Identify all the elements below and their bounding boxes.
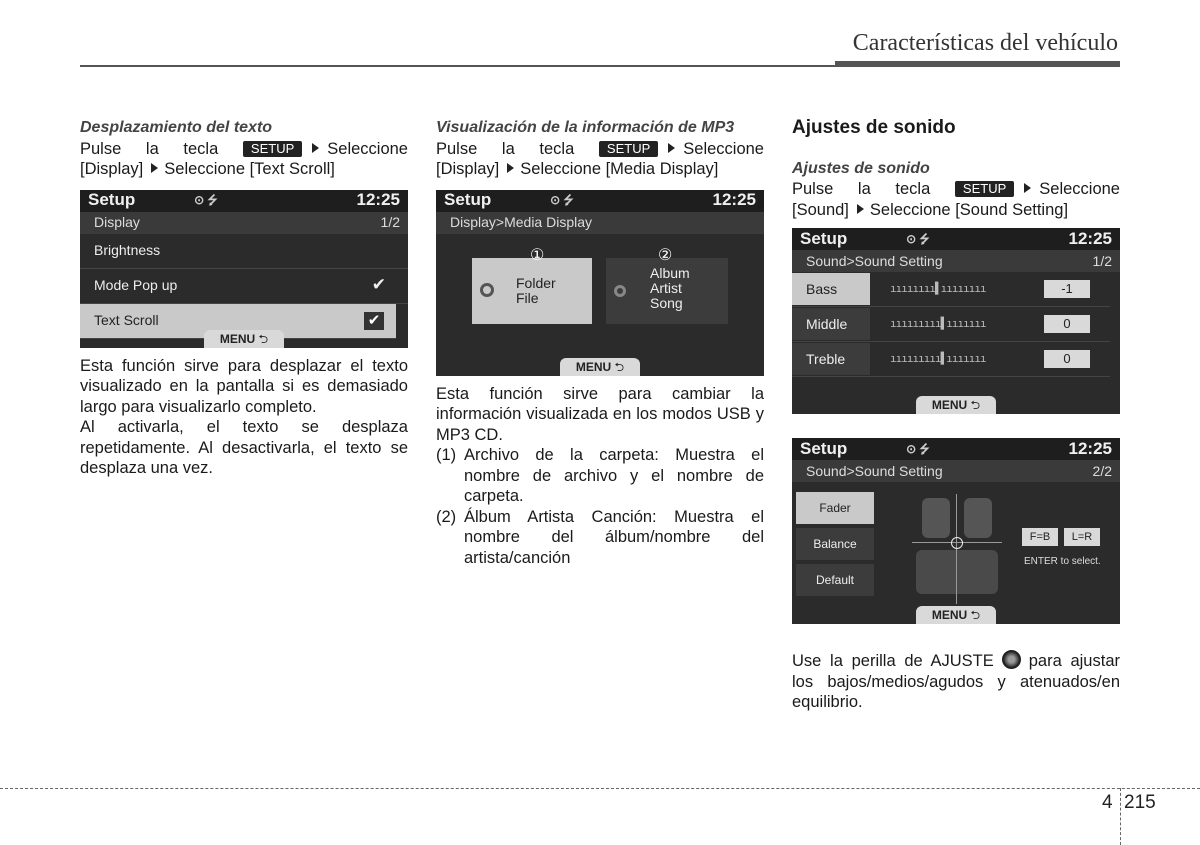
- screen-title: Setup: [88, 190, 136, 210]
- subheading: Ajustes de sonido: [792, 159, 930, 177]
- menu-item-mode-pop-up[interactable]: [80, 269, 408, 304]
- list-item: [436, 445, 764, 507]
- status-icons: ⊙ ⭍: [194, 193, 218, 208]
- instruction-text: Pulse la tecla: [80, 139, 219, 158]
- option-label: Folder: [516, 274, 556, 291]
- arrow-icon: [1024, 183, 1031, 193]
- fader-value: F=B: [1022, 528, 1058, 546]
- paragraph-text: para ajustar los bajos/medios/agudos y atenuados/en equilibrio.: [792, 652, 1120, 711]
- eq-row-treble[interactable]: [792, 342, 1110, 377]
- menu-item-label: Brightness: [94, 242, 161, 259]
- paragraph: [792, 650, 1120, 713]
- breadcrumb: Sound>Sound Setting: [806, 462, 943, 479]
- screen-breadcrumb: [792, 250, 1120, 272]
- arrow-icon: [668, 143, 675, 153]
- list-number: (1): [436, 446, 457, 464]
- subheading: Desplazamiento del texto: [80, 119, 273, 136]
- instruction-text: Pulse la tecla: [436, 139, 575, 158]
- header-rule-thick: [835, 61, 1120, 67]
- level-slider[interactable]: ııııııııı▌ııııııı: [890, 316, 986, 330]
- return-icon: ⮌: [967, 608, 981, 622]
- level-slider[interactable]: ııııııııı▌ııııııı: [890, 351, 986, 365]
- menu-label: MENU: [931, 398, 968, 412]
- balance-button[interactable]: Balance: [796, 528, 874, 560]
- footer-dashed-line: [0, 788, 1200, 789]
- instruction: [792, 179, 1120, 200]
- menu-button[interactable]: [560, 358, 640, 376]
- instruction-text: Seleccione: [683, 139, 764, 158]
- eq-row-middle[interactable]: [792, 307, 1110, 342]
- default-button[interactable]: Default: [796, 564, 874, 596]
- eq-value: -1: [1044, 280, 1090, 298]
- menu-button[interactable]: [204, 330, 284, 348]
- subheading: Visualización de la información de MP3: [436, 119, 735, 136]
- header-rule: [80, 65, 835, 67]
- callout-number: ①: [530, 246, 545, 264]
- page-indicator: 1/2: [1092, 252, 1112, 269]
- menu-button[interactable]: [916, 606, 996, 624]
- eq-rows: [792, 272, 1120, 377]
- check-icon: ✔: [371, 275, 386, 295]
- option-label: File: [516, 289, 539, 306]
- list-text: Álbum Artista Canción: Muestra el nombre del álbum/nombre del artista/canción: [464, 507, 764, 567]
- screen-title: Setup: [800, 438, 848, 458]
- hint-text: ENTER to select.: [1024, 556, 1101, 567]
- eq-value: 0: [1044, 350, 1090, 368]
- screen-title: Setup: [444, 190, 492, 210]
- option-area: [436, 234, 764, 354]
- fader-area: [792, 482, 1120, 622]
- screen-titlebar: [80, 190, 408, 212]
- list-number: (2): [436, 507, 457, 526]
- clock: 12:25: [1068, 438, 1112, 458]
- screen-breadcrumb: [436, 212, 764, 234]
- tune-knob-icon: [1002, 650, 1021, 669]
- menu-button[interactable]: [916, 396, 996, 414]
- instruction-text: Seleccione: [1039, 180, 1120, 198]
- screen-title: Setup: [800, 228, 848, 248]
- status-icons: ⊙ ⭍: [550, 193, 574, 208]
- menu-item-label: Mode Pop up: [94, 277, 178, 294]
- checkbox-checked-icon: ✔: [364, 312, 384, 330]
- paragraph: Al activarla, el texto se desplaza repetidamente. Al desactivarla, el texto se desplaza una vez.: [80, 418, 408, 477]
- clock: 12:25: [712, 190, 756, 210]
- column-text-scroll: [80, 118, 408, 479]
- list-text: Archivo de la carpeta: Muestra el nombre de archivo y el nombre de carpeta.: [464, 446, 764, 505]
- footer-dashed-divider: [1120, 788, 1121, 845]
- instruction: [792, 200, 1120, 221]
- arrow-icon: [507, 163, 514, 173]
- instruction: [80, 139, 408, 160]
- chapter-number: 4: [1102, 792, 1113, 813]
- clock: 12:25: [1068, 228, 1112, 248]
- column-media-display: [436, 118, 764, 568]
- level-slider[interactable]: ıııııııı▌ıııııııı: [890, 281, 986, 295]
- eq-row-bass[interactable]: [792, 272, 1110, 307]
- display-screen: [80, 190, 408, 348]
- instruction-text: [Display]: [80, 160, 144, 178]
- paragraph-text: Use la perilla de AJUSTE: [792, 652, 994, 670]
- eq-label: Treble: [792, 343, 870, 375]
- option-album-artist-song[interactable]: [606, 246, 728, 324]
- radio-icon: [614, 285, 626, 297]
- setup-key: SETUP: [599, 141, 658, 157]
- balance-cursor-icon: [951, 537, 963, 549]
- status-icons: ⊙ ⭍: [906, 441, 930, 456]
- paragraph: Esta función sirve para desplazar el texto visualizado en la pantalla si es demasiado largo para visualizarlo completo.: [80, 356, 408, 416]
- radio-icon: [480, 283, 494, 297]
- breadcrumb: Display: [94, 214, 140, 231]
- column-sound-settings: [792, 118, 1120, 713]
- menu-item-label: Text Scroll: [94, 312, 159, 329]
- status-icons: ⊙ ⭍: [906, 231, 930, 246]
- arrow-icon: [857, 204, 864, 214]
- screen-breadcrumb: [792, 460, 1120, 482]
- balance-value: L=R: [1064, 528, 1100, 546]
- callout-number: ②: [658, 246, 673, 264]
- eq-label: Middle: [792, 308, 870, 340]
- screen-titlebar: [436, 190, 764, 212]
- fader-button[interactable]: Fader: [796, 492, 874, 524]
- eq-label: Bass: [792, 273, 870, 305]
- instruction-text: Seleccione [Sound Setting]: [869, 200, 1069, 219]
- breadcrumb: Display>Media Display: [450, 214, 593, 231]
- header-title: Características del vehículo: [852, 30, 1118, 56]
- instruction-text: [Display]: [436, 160, 500, 178]
- option-folder-file[interactable]: [472, 246, 592, 324]
- screen-titlebar: [792, 438, 1120, 460]
- setup-key: SETUP: [955, 181, 1014, 197]
- instruction-text: Seleccione [Text Scroll]: [164, 160, 335, 178]
- section-heading: Ajustes de sonido: [792, 117, 956, 138]
- page-number: 215: [1124, 792, 1156, 813]
- arrow-icon: [151, 163, 158, 173]
- breadcrumb: Sound>Sound Setting: [806, 252, 943, 269]
- eq-value: 0: [1044, 315, 1090, 333]
- instruction: [436, 159, 764, 180]
- sound-setting-screen-2: [792, 438, 1120, 624]
- screen-breadcrumb: [80, 212, 408, 234]
- return-icon: ⮌: [255, 331, 269, 346]
- list-item: [436, 507, 764, 569]
- option-label: Song: [650, 294, 683, 311]
- instruction-text: Seleccione: [327, 139, 408, 158]
- clock: 12:25: [356, 190, 400, 210]
- option-label: Artist: [650, 279, 682, 296]
- paragraph: Esta función sirve para cambiar la información visualizada en los modos USB y MP3 CD.: [436, 384, 764, 444]
- screen-titlebar: [792, 228, 1120, 250]
- menu-label: MENU: [575, 359, 612, 374]
- return-icon: ⮌: [967, 398, 981, 412]
- menu-label: MENU: [219, 331, 256, 346]
- instruction-text: Pulse la tecla: [792, 180, 931, 198]
- menu-label: MENU: [931, 608, 968, 622]
- option-label: Album: [650, 264, 690, 281]
- instruction: [436, 139, 764, 160]
- return-icon: ⮌: [611, 359, 625, 374]
- page-indicator: 2/2: [1092, 462, 1112, 479]
- sound-setting-screen-1: [792, 228, 1120, 414]
- arrow-icon: [312, 143, 319, 153]
- instruction-text: [Sound]: [792, 200, 849, 219]
- page-indicator: 1/2: [380, 214, 400, 231]
- instruction: [80, 159, 408, 180]
- menu-item-brightness[interactable]: [80, 234, 408, 269]
- instruction-text: Seleccione [Media Display]: [520, 160, 719, 178]
- media-display-screen: [436, 190, 764, 376]
- setup-key: SETUP: [243, 141, 302, 157]
- car-seats-diagram[interactable]: [912, 494, 1002, 604]
